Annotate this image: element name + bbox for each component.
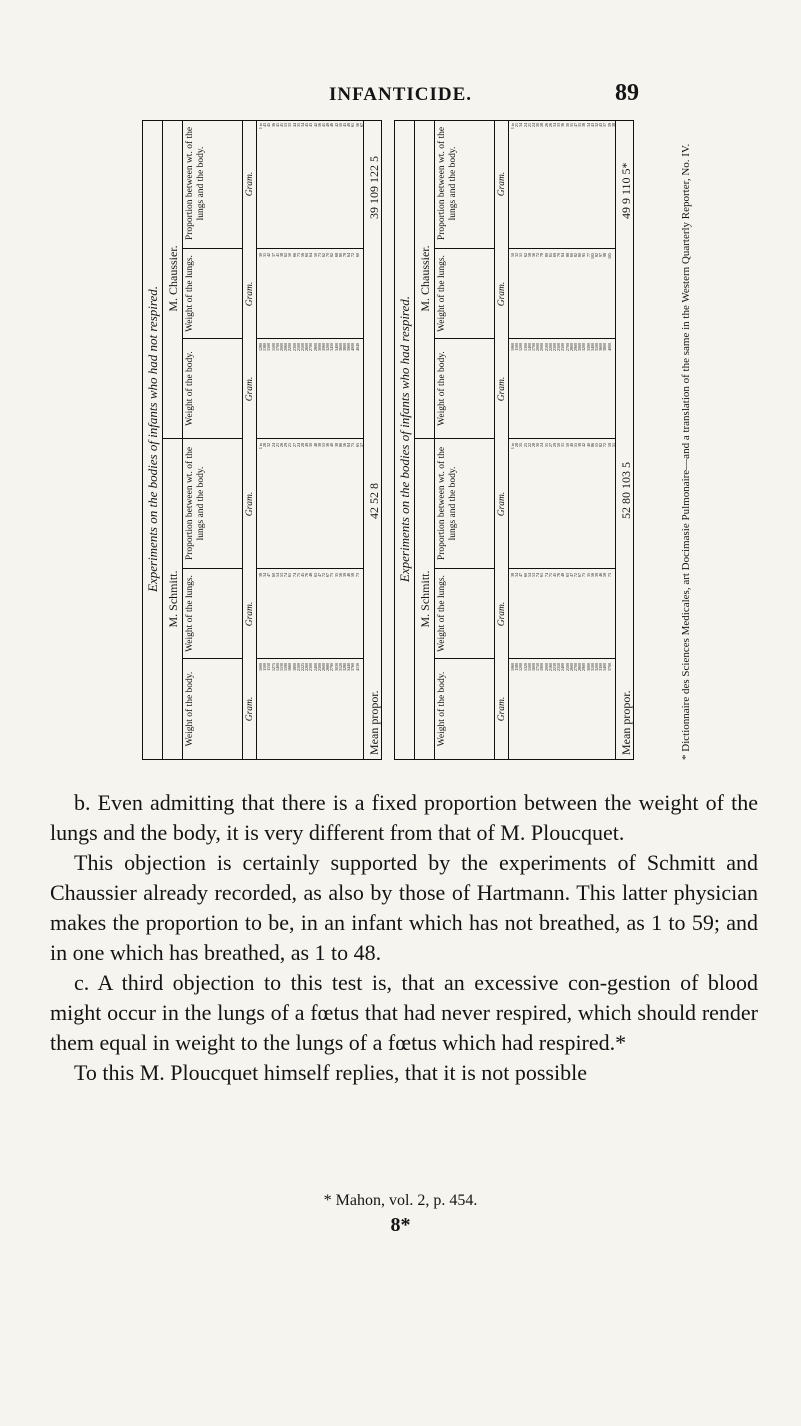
group-header: M. Schmitt. (418, 570, 432, 628)
mean-row (363, 120, 384, 759)
side-footnote-rotated (680, 120, 720, 760)
column-header: Weight of the body. (185, 671, 195, 747)
paragraph: This objection is certainly supported by the experiments of Schmitt and Chaussier already recorded, as also by those of Hartmann. This latter physician makes the proportion to be, in an infant which has not breathed, as 1 to 59; and in one which has breathed, as 1 to 48. (50, 850, 758, 965)
column-header: Weight of the body. (183, 339, 243, 439)
table-group-row (163, 120, 183, 759)
group-header: M. Chaussier. (415, 120, 435, 439)
table-cell-column: 1060 1180 1200 1320 1500 1600 1750 1900 2000 2160 2230 2350 2400 2500 2600 2700 2800 2900 3000 3100 3200 3300 3400 3700 (510, 663, 612, 671)
side-footnote (680, 120, 720, 760)
table-cell-column: 50 32 51 62 58 56 72 78 80 65 69 70 84 88 60 82 80 95 77 105 82 97 98 105 (509, 249, 615, 339)
table-caption: Experiments on the bodies of infants who had not respired. (143, 120, 163, 759)
unit-label: Gram. (497, 281, 507, 307)
running-head: INFANTICIDE. (328, 84, 473, 105)
experiment-table-not-respired (142, 120, 382, 760)
column-header: Proportion between wt. of the lungs and the body. (183, 120, 243, 249)
unit-row (243, 120, 257, 759)
mean-value: 42 52 8 (367, 483, 381, 519)
table-cell-column: 1 to 28 35 25 22 28 30 24 31 27 29 50 31 50 40 55 38 42 40 86 55 82 72 59 51 (509, 439, 615, 569)
unit-label: Gram. (497, 171, 507, 197)
mean-label: Mean propor. (367, 690, 381, 755)
table-cell-column: 1280 1380 1500 1500 1700 2000 2060 2200 2300 2500 2500 2600 2700 2800 3000 3060 3200 3450 3400 3600 3800 3900 4000 4040 (257, 339, 363, 439)
column-header: Proportion between wt. of the lungs and the body. (435, 439, 495, 569)
table-group-row (415, 120, 435, 759)
unit-row (495, 120, 509, 759)
page-header (0, 80, 801, 114)
column-header: Weight of the lungs. (183, 569, 243, 659)
mean-label: Mean propor. (619, 690, 633, 755)
table-caption: Experiments on the bodies of infants who had respired. (395, 120, 415, 759)
column-header: Weight of the body. (435, 339, 495, 439)
column-header-row (435, 120, 495, 759)
table-cell-column: 1000 1100 1150 1275 1400 1530 1590 1660 1800 2100 2225 2260 2300 2400 2500 2600 2680 2790 3030 3120 3280 3440 3760 4130 (258, 663, 360, 671)
table-body (257, 120, 363, 759)
column-header-row (183, 120, 243, 759)
mean-value: 49 9 110 5* (619, 162, 633, 219)
unit-label: Gram. (245, 491, 255, 517)
column-header: Weight of the lungs. (435, 249, 495, 339)
rotated-table (142, 120, 662, 760)
unit-label: Gram. (497, 601, 507, 627)
experiment-table-respired (394, 120, 634, 760)
paragraph: c. A third objection to this test is, that an excessive con-gestion of blood might occur in the lungs of a fœtus that had never respired, which should render them equal in weight to the lungs of a fœtus which had respired.* (50, 970, 758, 1055)
side-footnote-text: * Dictionnaire des Sciences Medicales, art Docimasie Pulmonaire—and a translation of the same in the Western Quarterly Reporter, No. IV. (680, 143, 692, 760)
unit-label: Gram. (245, 601, 255, 627)
column-header: Proportion between wt. of the lungs and the body. (435, 120, 495, 249)
unit-label: Gram. (245, 171, 255, 197)
column-header: Weight of the body. (437, 671, 447, 747)
group-header: M. Schmitt. (166, 570, 180, 628)
table-rotated-content (142, 120, 662, 760)
unit-label: Gram. (497, 696, 507, 722)
body-text (50, 788, 758, 1088)
table-cell-column: 1060 1100 1200 1300 1400 1700 2000 2000 2100 2200 2300 2500 2500 2700 2800 2900 3000 3200 3300 3400 3500 3600 3800 4000 (509, 339, 615, 439)
column-header: Weight of the lungs. (183, 249, 243, 339)
unit-label: Gram. (245, 696, 255, 722)
group-header: M. Chaussier. (163, 120, 183, 439)
table-body (509, 120, 615, 759)
footnote: * Mahon, vol. 2, p. 454. (323, 1192, 478, 1209)
mean-value: 39 109 122 5 (367, 156, 381, 219)
table-cell-column: 1 to 21 34 24 21 24 30 28 26 26 34 33 36 30 31 47 35 38 34 43 32 43 37 39 38 (509, 120, 615, 249)
mean-value: 52 80 103 5 (619, 462, 633, 519)
signature-mark: 8* (390, 1214, 411, 1236)
column-header: Weight of the lungs. (435, 569, 495, 659)
table-cell-column: 38 34 47 60 54 53 74 61 74 75 45 76 48 63 47 72 67 73 35 56 39 46 58 73 (509, 569, 615, 659)
mean-row (615, 120, 636, 759)
paragraph: To this M. Ploucquet himself replies, that it is not possible (74, 1060, 587, 1085)
paragraph: b. Even admitting that there is a fixed proportion between the weight of the lungs and the body, it is very different from that of M. Ploucquet. (50, 790, 758, 845)
unit-label: Gram. (245, 281, 255, 307)
unit-label: Gram. (497, 376, 507, 402)
table-cell-column: 30 31 42 37 41 38 62 50 66 73 56 60 64 50 73 62 70 82 68 80 78 64 72 60 (257, 249, 363, 339)
table-cell-column: 38 34 47 60 54 53 74 61 74 75 45 76 48 63 47 72 67 73 35 56 39 46 58 73 (257, 569, 363, 659)
unit-label: Gram. (497, 491, 507, 517)
table-cell-column: 1 to 28 32 24 21 26 29 21 27 24 28 49 30 48 38 53 36 40 38 86 56 84 75 65 57 (257, 439, 363, 569)
column-header: Proportion between wt. of the lungs and the body. (183, 439, 243, 569)
page-number: 89 (615, 80, 639, 106)
table-cell-column: 1 to 43 45 36 41 41 53 33 44 35 34 45 43 42 56 41 49 46 42 50 45 49 61 56 67 (257, 120, 363, 249)
unit-label: Gram. (245, 376, 255, 402)
